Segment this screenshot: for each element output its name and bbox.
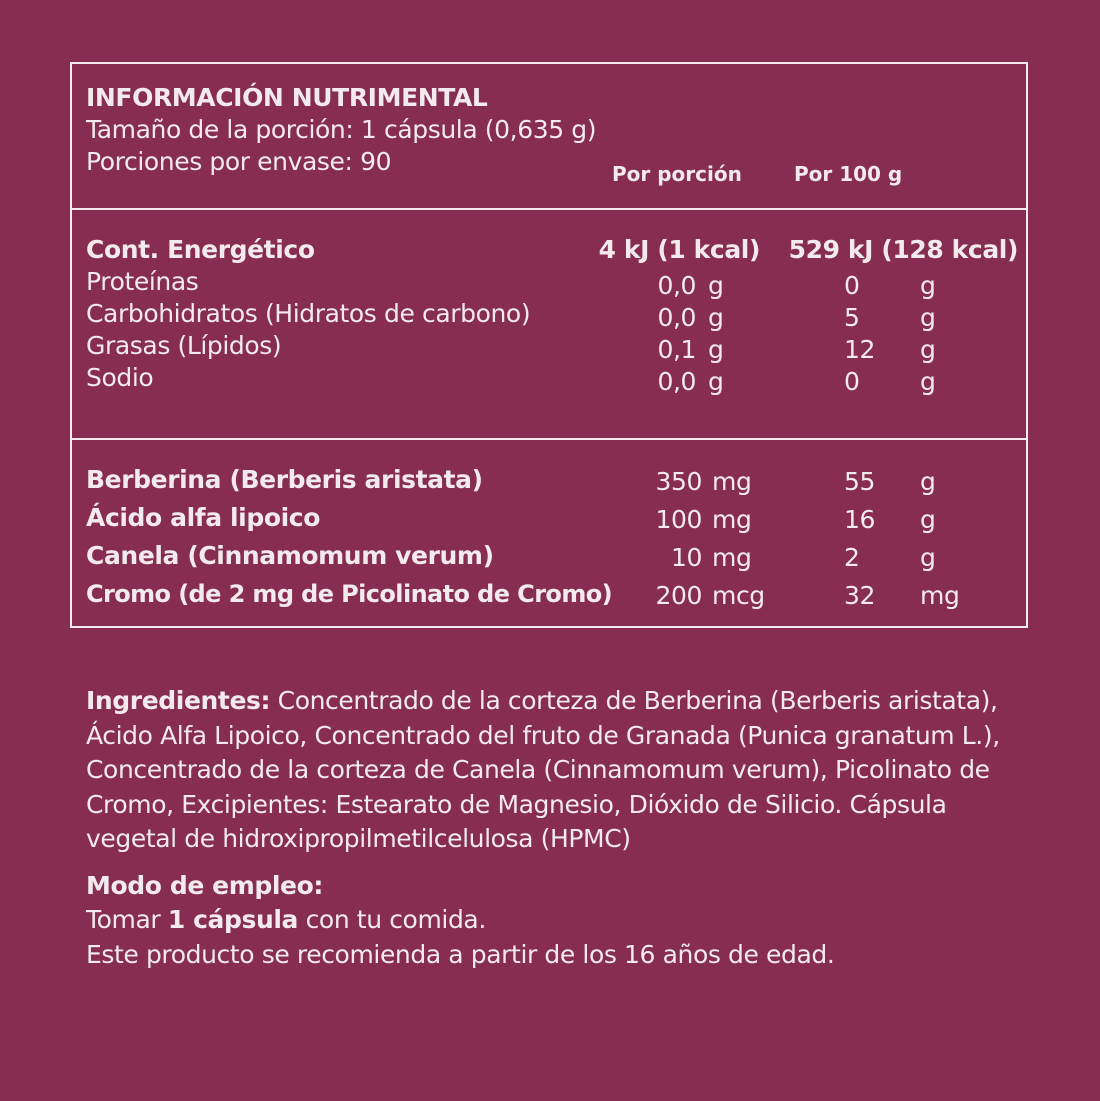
active-per-serving-unit: mg bbox=[712, 543, 752, 572]
active-per-100g: 55 bbox=[844, 467, 876, 496]
active-per-100g-unit: mg bbox=[920, 581, 960, 610]
active-per-serving: 200 bbox=[655, 581, 702, 610]
nutrient-per-serving-unit: g bbox=[708, 303, 724, 332]
active-per-100g: 32 bbox=[844, 581, 876, 610]
divider bbox=[72, 438, 1026, 440]
ingredients-paragraph bbox=[86, 684, 1026, 857]
nutrient-per-serving-unit: g bbox=[708, 367, 724, 396]
col-header-per-serving: Por porción bbox=[612, 162, 742, 186]
servings-per-container: Porciones por envase: 90 bbox=[86, 147, 392, 176]
energy-label: Cont. Energético bbox=[86, 235, 315, 264]
active-label: Berberina (Berberis aristata) bbox=[86, 465, 483, 494]
nutrient-per-serving: 0,0 bbox=[657, 367, 696, 396]
active-per-100g-unit: g bbox=[920, 505, 936, 534]
usage-dose: 1 cápsula bbox=[167, 905, 299, 934]
active-per-serving: 350 bbox=[655, 467, 702, 496]
serving-size: Tamaño de la porción: 1 cápsula (0,635 g) bbox=[86, 115, 597, 144]
nutrient-per-100g: 12 bbox=[844, 335, 876, 364]
usage-line-2: Este producto se recomienda a partir de los 16 años de edad. bbox=[86, 939, 835, 969]
usage-text: Tomar bbox=[86, 905, 161, 934]
active-per-serving-unit: mcg bbox=[712, 581, 765, 610]
ingredients-text: Concentrado de la corteza de Berberina (Berberis aristata), Ácido Alfa Lipoico, Concentrado del fruto de Granada (Punica granatum L.), Concentrado de la corteza de Canela (Cinnamomum verum), Picolinato de Cromo, Excipientes: Estearato de Magnesio, Dióxido de Silicio. Cápsula vegetal de hidroxipropilmetilcelulosa (HPMC) bbox=[86, 686, 1000, 853]
nutrient-per-serving-unit: g bbox=[708, 271, 724, 300]
nutrient-per-100g: 5 bbox=[844, 303, 860, 332]
nutrient-label: Carbohidratos (Hidratos de carbono) bbox=[86, 299, 531, 328]
active-per-100g-unit: g bbox=[920, 467, 936, 496]
active-per-100g: 16 bbox=[844, 505, 876, 534]
nutrient-per-100g: 0 bbox=[844, 367, 860, 396]
nutrient-per-100g-unit: g bbox=[920, 303, 936, 332]
active-per-serving: 10 bbox=[670, 543, 702, 572]
energy-per-serving: 4 kJ (1 kcal) bbox=[598, 235, 760, 264]
nutrient-per-100g: 0 bbox=[844, 271, 860, 300]
nutrient-label: Sodio bbox=[86, 363, 154, 392]
ingredients-heading: Ingredientes: bbox=[86, 686, 271, 715]
active-per-100g-unit: g bbox=[920, 543, 936, 572]
nutrient-label: Proteínas bbox=[86, 267, 199, 296]
divider bbox=[72, 208, 1026, 210]
active-per-100g: 2 bbox=[844, 543, 860, 572]
col-header-per-100g: Por 100 g bbox=[794, 162, 903, 186]
active-per-serving: 100 bbox=[655, 505, 702, 534]
nutrient-per-serving: 0,0 bbox=[657, 303, 696, 332]
table-title: INFORMACIÓN NUTRIMENTAL bbox=[86, 83, 488, 112]
energy-per-100g: 529 kJ (128 kcal) bbox=[788, 235, 1018, 264]
nutrient-label: Grasas (Lípidos) bbox=[86, 331, 282, 360]
active-per-serving-unit: mg bbox=[712, 467, 752, 496]
nutrient-per-serving: 0,1 bbox=[657, 335, 696, 364]
active-label: Canela (Cinnamomum verum) bbox=[86, 541, 494, 570]
active-label: Cromo (de 2 mg de Picolinato de Cromo) bbox=[86, 580, 612, 608]
usage-line-1 bbox=[86, 903, 1026, 938]
nutrient-per-100g-unit: g bbox=[920, 335, 936, 364]
nutrient-per-100g-unit: g bbox=[920, 271, 936, 300]
nutrient-per-serving-unit: g bbox=[708, 335, 724, 364]
nutrition-table bbox=[70, 62, 1028, 628]
active-label: Ácido alfa lipoico bbox=[86, 503, 320, 532]
nutrient-per-serving: 0,0 bbox=[657, 271, 696, 300]
usage-heading: Modo de empleo: bbox=[86, 870, 323, 900]
nutrient-per-100g-unit: g bbox=[920, 367, 936, 396]
usage-text: con tu comida. bbox=[305, 905, 486, 934]
active-per-serving-unit: mg bbox=[712, 505, 752, 534]
product-info bbox=[86, 684, 1026, 972]
